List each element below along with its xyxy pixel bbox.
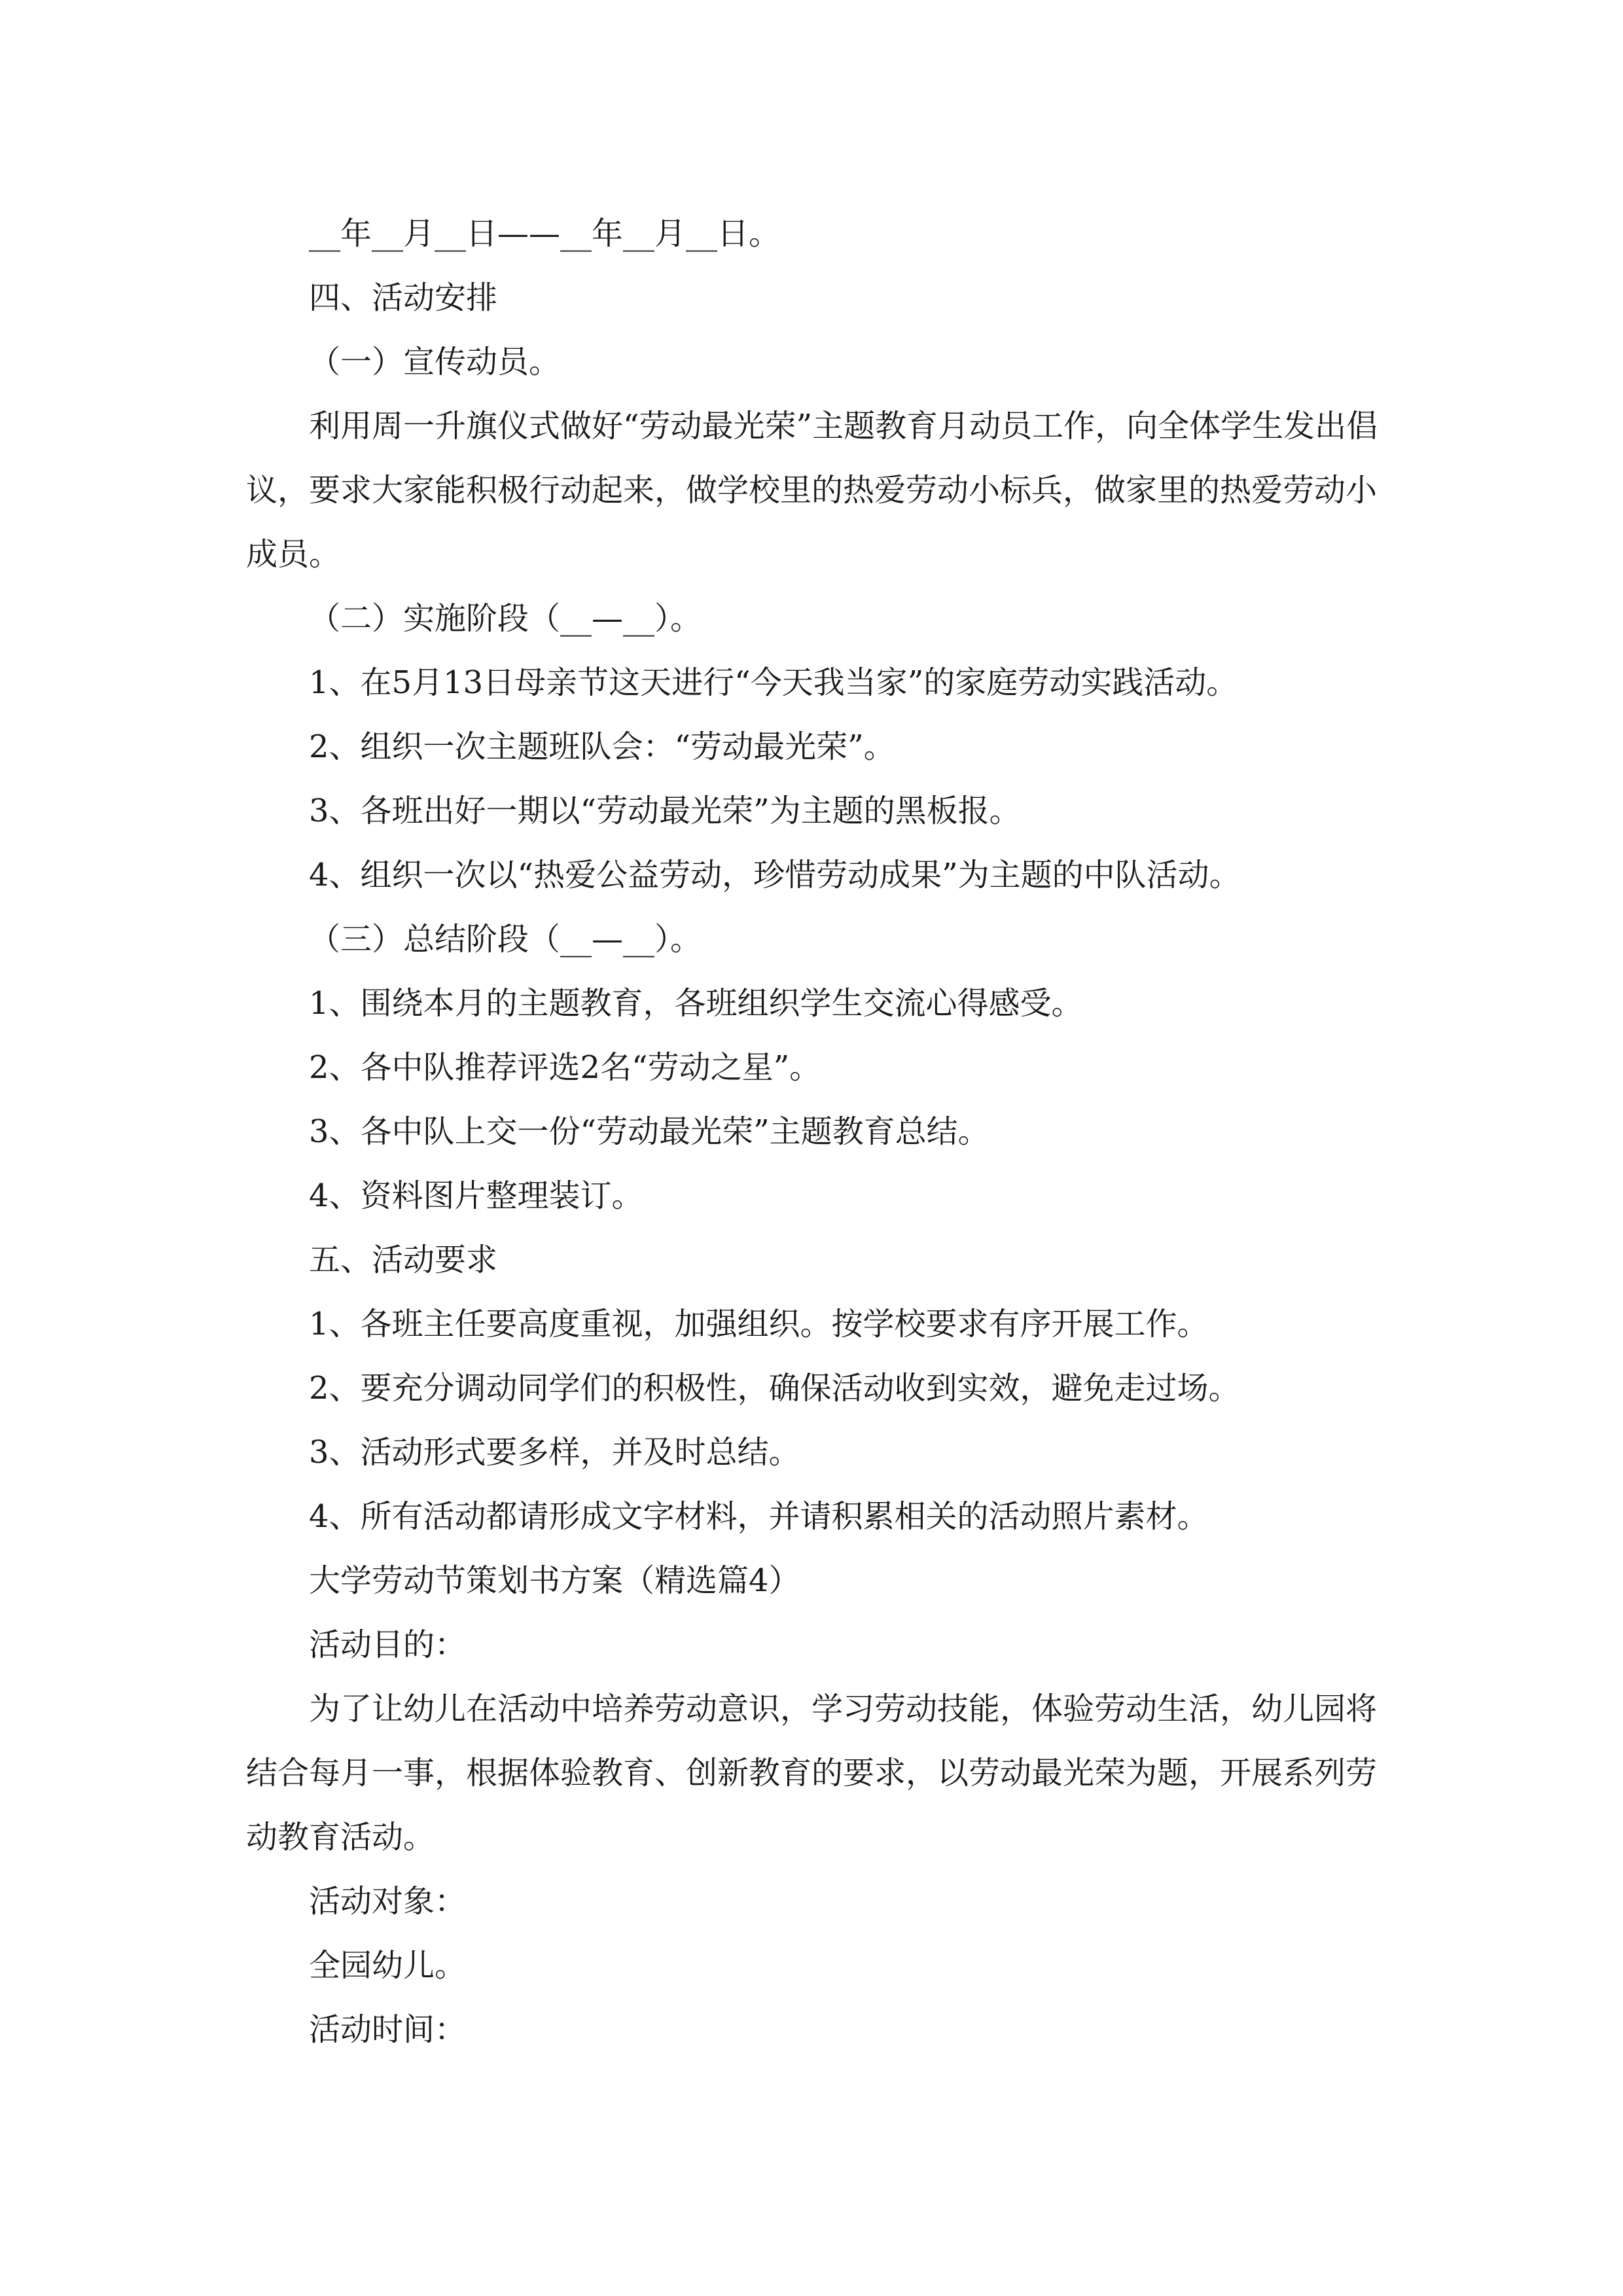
list-item: 1、围绕本月的主题教育，各班组织学生交流心得感受。 xyxy=(309,985,1083,1022)
list-item: 3、活动形式要多样，并及时总结。 xyxy=(309,1434,800,1471)
paragraph-publicity: 利用周一升旗仪式做好“劳动最光荣”主题教育月动员工作，向全体学生发出倡议，要求大家能积极行动起来，做学校里的热爱劳动小标兵，做家里的热爱劳动小成员。 xyxy=(246,408,1378,573)
list-item: 3、各班出好一期以“劳动最光荣”为主题的黑板报。 xyxy=(309,793,1021,829)
label-activity-target: 活动对象： xyxy=(309,1883,467,1920)
list-item: 4、组织一次以“热爱公益劳动，珍惜劳动成果”为主题的中队活动。 xyxy=(309,857,1241,893)
list-item: 1、在5月13日母亲节这天进行“今天我当家”的家庭劳动实践活动。 xyxy=(309,664,1238,701)
article-title: 大学劳动节策划书方案（精选篇4） xyxy=(309,1562,800,1599)
subsection-heading-publicity: （一）宣传动员。 xyxy=(309,344,561,380)
label-activity-time: 活动时间： xyxy=(309,2011,467,2048)
list-item: 2、要充分调动同学们的积极性，确保活动收到实效，避免走过场。 xyxy=(309,1370,1240,1407)
list-item: 1、各班主任要高度重视，加强组织。按学校要求有序开展工作。 xyxy=(309,1306,1209,1342)
document-body xyxy=(246,202,1378,2062)
list-item: 2、各中队推荐评选2名“劳动之星”。 xyxy=(309,1049,821,1086)
list-item: 2、组织一次主题班队会：“劳动最光荣”。 xyxy=(309,728,895,765)
subsection-heading-implementation: （二）实施阶段（__—__）。 xyxy=(309,600,702,637)
list-item: 3、各中队上交一份“劳动最光荣”主题教育总结。 xyxy=(309,1113,990,1150)
paragraph-activity-purpose: 为了让幼儿在活动中培养劳动意识，学习劳动技能，体验劳动生活，幼儿园将结合每月一事，根据体验教育、创新教育的要求，以劳动最光荣为题，开展系列劳动教育活动。 xyxy=(246,1691,1378,1856)
label-activity-purpose: 活动目的： xyxy=(309,1626,467,1663)
date-range-line: __年__月__日——__年__月__日。 xyxy=(309,215,781,252)
subsection-heading-summary: （三）总结阶段（__—__）。 xyxy=(309,921,702,958)
list-item: 4、资料图片整理装订。 xyxy=(309,1177,643,1214)
list-item: 4、所有活动都请形成文字材料，并请积累相关的活动照片素材。 xyxy=(309,1498,1209,1535)
activity-target-value: 全园幼儿。 xyxy=(309,1947,467,1984)
section-heading-activity-arrangement: 四、活动安排 xyxy=(309,279,498,316)
section-heading-requirements: 五、活动要求 xyxy=(309,1242,498,1278)
